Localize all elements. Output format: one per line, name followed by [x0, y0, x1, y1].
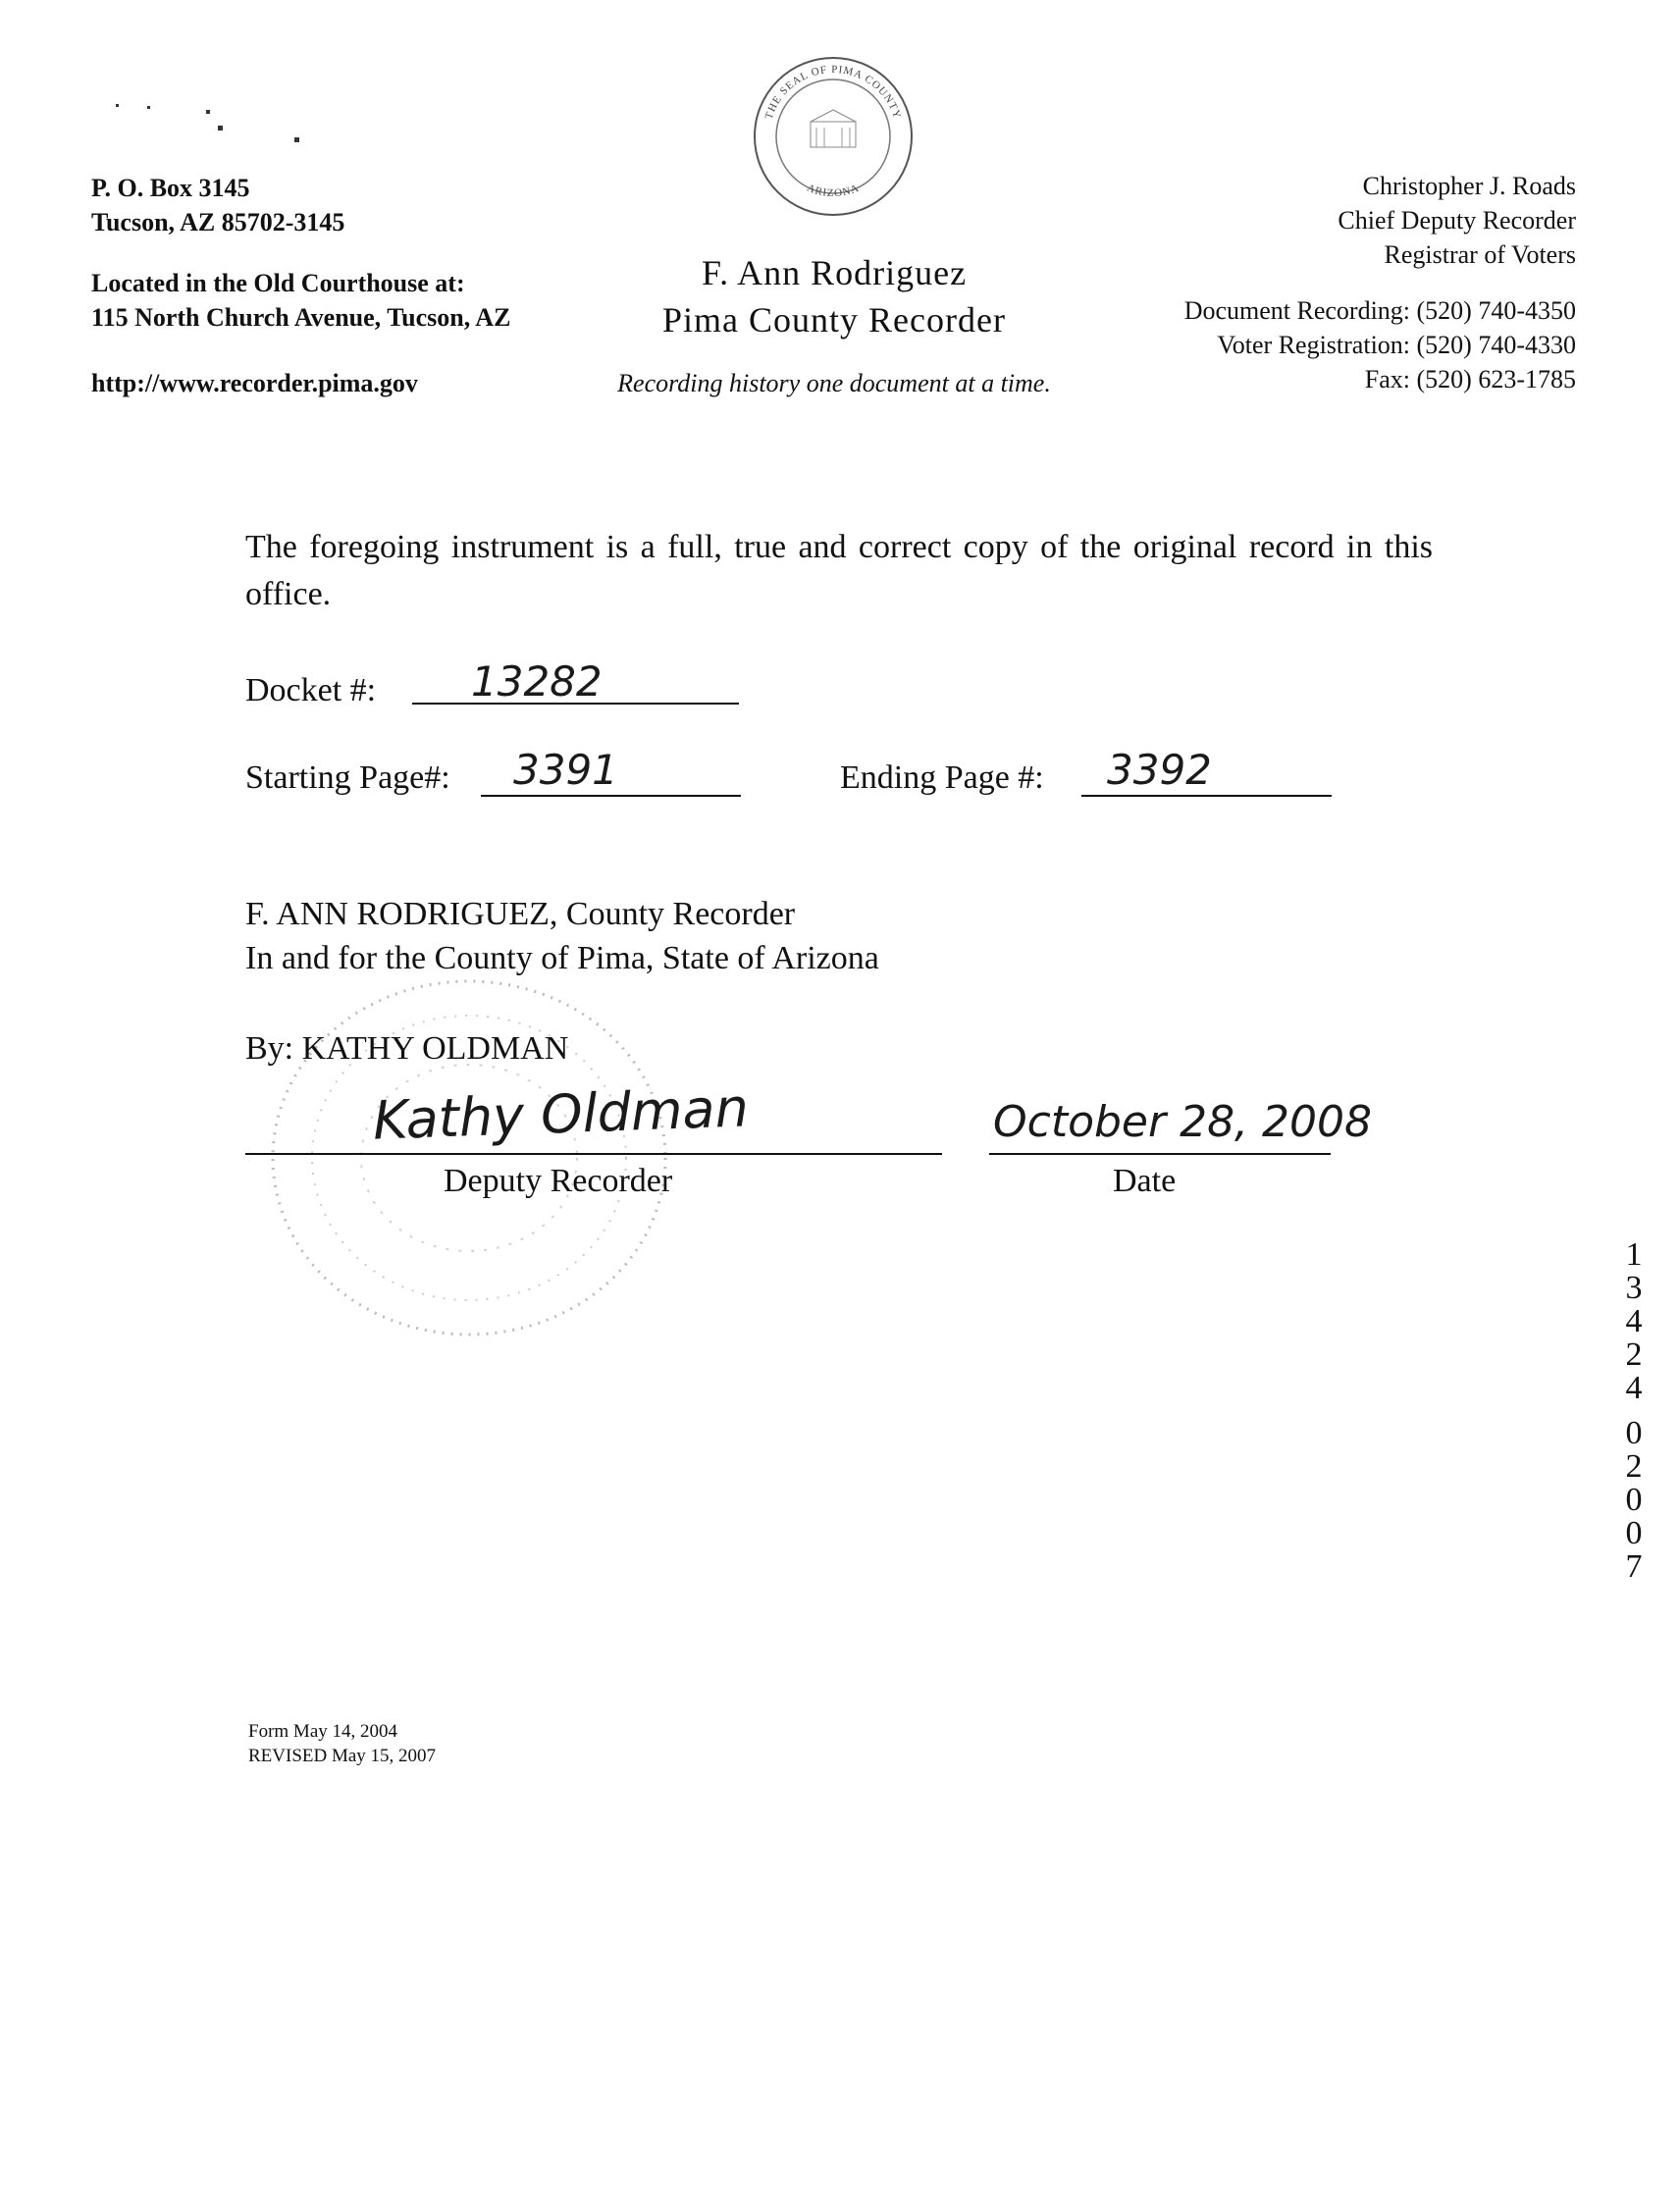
- voter-registration-phone: Voter Registration: (520) 740-4330: [1217, 331, 1576, 359]
- deputy-contact: [1026, 169, 1576, 272]
- document-recording-phone: Document Recording: (520) 740-4350: [1183, 296, 1576, 325]
- city-zip: Tucson, AZ 85702-3145: [91, 208, 345, 236]
- scan-speck: [206, 110, 210, 114]
- docket-value: 13282: [471, 657, 603, 706]
- starting-page-label: Starting Page#:: [245, 759, 450, 796]
- ending-page-value: 3392: [1107, 746, 1212, 794]
- docket-label: Docket #:: [245, 672, 377, 708]
- recorder-name: F. Ann Rodriguez: [701, 253, 968, 292]
- fax-number: Fax: (520) 623-1785: [1364, 365, 1576, 393]
- deputy-title: Chief Deputy Recorder: [1338, 206, 1576, 235]
- website-link[interactable]: http://www.recorder.pima.gov: [91, 369, 418, 397]
- deputy-signature: Kathy Oldman: [372, 1076, 750, 1152]
- date-line: [989, 1153, 1331, 1155]
- scan-speck: [218, 126, 223, 131]
- svg-text:THE SEAL OF PIMA COUNTY: THE SEAL OF PIMA COUNTY: [762, 63, 904, 121]
- by-line: [245, 1025, 568, 1073]
- scan-speck: [294, 137, 299, 142]
- recorder-line-2: In and for the County of Pima, State of Arizona: [245, 940, 879, 976]
- location-address: [91, 266, 510, 335]
- po-box: P. O. Box 3145: [91, 174, 250, 202]
- signature-date: October 28, 2008: [993, 1097, 1373, 1147]
- mailing-address: [91, 171, 344, 239]
- deputy-recorder-label: Deputy Recorder: [444, 1163, 673, 1199]
- revised-date: REVISED May 15, 2007: [248, 1746, 437, 1766]
- recorder-title: Pima County Recorder: [662, 300, 1006, 340]
- scan-speck: [147, 106, 150, 109]
- certification-statement: The foregoing instrument is a full, true and correct copy of the original record in this office.: [245, 529, 1433, 612]
- form-footer: [248, 1719, 436, 1768]
- scan-speck: [116, 104, 119, 107]
- recorder-line-1: F. ANN RODRIGUEZ, County Recorder: [245, 896, 796, 932]
- ending-page-line: [1081, 795, 1332, 797]
- starting-page-line: [481, 795, 741, 797]
- location-label: Located in the Old Courthouse at:: [91, 269, 465, 297]
- form-date: Form May 14, 2004: [248, 1721, 397, 1742]
- phone-list: [1026, 293, 1576, 396]
- by-label: By:: [245, 1030, 294, 1067]
- starting-page-value: 3391: [513, 746, 618, 794]
- svg-text:ARIZONA: ARIZONA: [805, 182, 862, 200]
- county-seal-icon: [752, 51, 915, 222]
- date-label: Date: [1113, 1163, 1177, 1199]
- registrar-title: Registrar of Voters: [1384, 240, 1576, 269]
- ending-page-label: Ending Page #:: [840, 759, 1044, 796]
- street-address: 115 North Church Avenue, Tucson, AZ: [91, 303, 511, 332]
- office-motto: Recording history one document at a time.: [617, 369, 1051, 397]
- by-name: KATHY OLDMAN: [301, 1030, 569, 1067]
- recording-number-vertical: 1 3 4 2 4 0 2 0 0 7: [1625, 1236, 1643, 1585]
- deputy-name: Christopher J. Roads: [1362, 172, 1576, 200]
- signature-line: [245, 1153, 942, 1155]
